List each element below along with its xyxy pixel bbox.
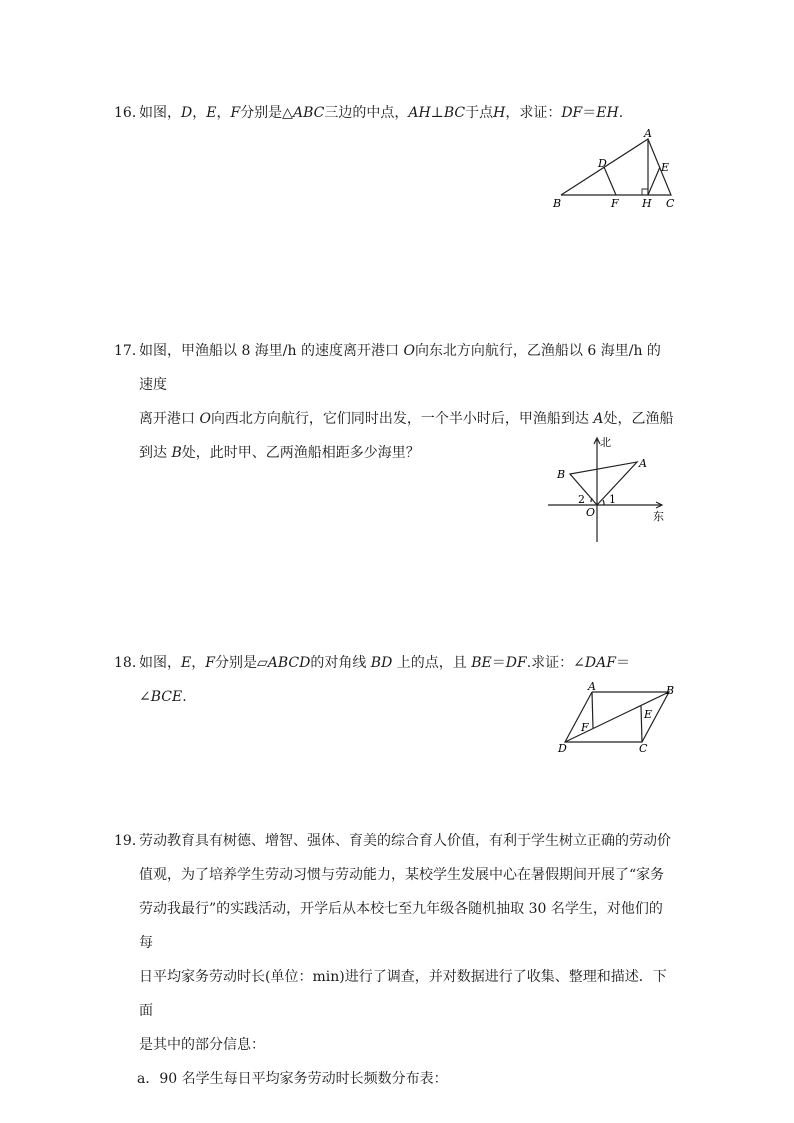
paragraph-line: 日平均家务劳动时长(单位：min)进行了调查，并对数据进行了收集、整理和描述．下面 <box>139 969 667 1019</box>
label-east: 东 <box>653 510 664 523</box>
question-number: 17． <box>114 343 146 359</box>
label-north: 北 <box>600 436 611 449</box>
label-D: D <box>558 742 567 755</box>
label-F: F <box>611 197 619 210</box>
figure-triangle-abc <box>545 125 685 215</box>
label-B: B <box>553 197 562 210</box>
label-1: 1 <box>609 493 616 506</box>
label-C: C <box>666 197 675 210</box>
paragraph-line: 值观，为了培养学生劳动习惯与劳动能力，某校学生发展中心在暑假期间开展了“家务 <box>139 867 665 883</box>
question-number: 16． <box>114 105 146 121</box>
question-number: 18． <box>114 655 146 671</box>
paragraph-line: 劳动我最行”的实践活动，开学后从本校七至九年级各随机抽取 30 名学生，对他们的每 <box>139 901 663 951</box>
label-D: D <box>598 157 607 170</box>
label-E: E <box>644 708 653 721</box>
question-19 <box>114 824 674 1096</box>
sub-item-a: a．90 名学生每日平均家务劳动时长频数分布表： <box>137 1071 448 1087</box>
figure-parallelogram <box>550 680 685 760</box>
label-2: 2 <box>578 493 585 506</box>
question-text: 如图，E，F分别是▱ABCD的对角线 BD 上的点，且 BE＝DF.求证：∠DAF＝∠BCE. <box>139 655 630 705</box>
label-E: E <box>661 161 670 174</box>
label-F: F <box>581 721 589 734</box>
label-O: O <box>586 506 596 519</box>
label-A: A <box>644 127 652 140</box>
figure-compass <box>540 432 680 547</box>
label-C: C <box>639 742 648 755</box>
question-number: 19． <box>114 833 146 849</box>
question-text <box>139 824 674 1096</box>
label-A: A <box>588 680 596 693</box>
paragraph-line: 是其中的部分信息： <box>139 1037 265 1053</box>
label-H: H <box>642 197 652 210</box>
question-text: 如图，D，E，F分别是△ABC三边的中点，AH⊥BC于点H，求证：DF＝EH. <box>139 105 624 121</box>
question-text: 如图，甲渔船以 8 海里/h 的速度离开港口 O向东北方向航行，乙渔船以 6 海里/h 的速度 离开港口 O向西北方向航行，它们同时出发，一个半小时后，甲渔船到达 A处，乙渔船 到达 B处，此时甲、乙两渔船相距多少海里？ <box>139 343 674 461</box>
label-B: B <box>557 468 566 481</box>
label-B: B <box>666 684 675 697</box>
paragraph-line: 劳动教育具有树德、增智、强体、育美的综合育人价值，有利于学生树立正确的劳动价 <box>139 833 671 849</box>
label-A: A <box>639 457 647 470</box>
